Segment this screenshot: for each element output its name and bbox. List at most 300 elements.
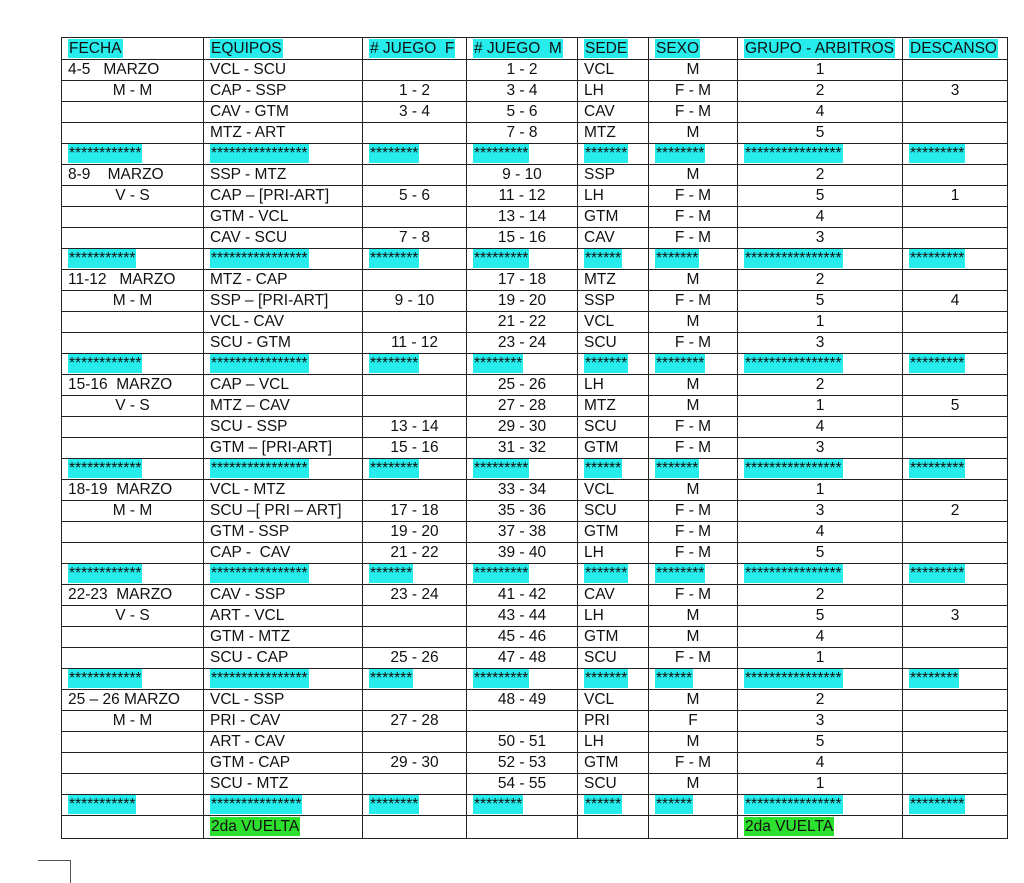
cell-juego-f: 17 - 18 <box>363 501 467 522</box>
cell-sede: GTM <box>578 207 649 228</box>
footer-cell-juego-m <box>467 816 578 839</box>
separator-stars: **************** <box>211 355 308 372</box>
cell-sexo: M <box>649 627 738 648</box>
cell-descanso <box>903 585 1008 606</box>
separator-row <box>62 354 1008 375</box>
cell-equipos: CAP – VCL <box>204 375 363 396</box>
cell-sede: MTZ <box>578 270 649 291</box>
separator-stars: ****** <box>656 670 693 687</box>
table-row <box>62 690 1008 711</box>
cell-fecha <box>62 795 204 816</box>
cell-grupo: 5 <box>738 732 903 753</box>
cell-juego-m <box>467 711 578 732</box>
separator-stars: ******** <box>474 796 523 813</box>
cell-equipos <box>204 564 363 585</box>
cell-sede: VCL <box>578 690 649 711</box>
table-row <box>62 165 1008 186</box>
separator-stars: ****** <box>585 250 622 267</box>
separator-stars: ******* <box>656 250 699 267</box>
table-row <box>62 228 1008 249</box>
cell-sexo: M <box>649 60 738 81</box>
cell-sexo: F - M <box>649 207 738 228</box>
cell-grupo <box>738 459 903 480</box>
cell-equipos: GTM - VCL <box>204 207 363 228</box>
cell-sede: PRI <box>578 711 649 732</box>
cell-juego-f: 1 - 2 <box>363 81 467 102</box>
cell-sede: LH <box>578 81 649 102</box>
table-row <box>62 732 1008 753</box>
cell-sexo: F - M <box>649 585 738 606</box>
cell-juego-f: 5 - 6 <box>363 186 467 207</box>
cell-sede: SCU <box>578 417 649 438</box>
cell-sede: LH <box>578 606 649 627</box>
separator-stars: **************** <box>211 145 308 162</box>
separator-stars: ************ <box>69 565 142 582</box>
schedule-table <box>61 37 1008 839</box>
table-row <box>62 648 1008 669</box>
cell-sexo: M <box>649 480 738 501</box>
cell-sexo: F <box>649 711 738 732</box>
cell-descanso <box>903 144 1008 165</box>
header-descanso: DESCANSO <box>903 38 1008 60</box>
separator-stars: ******** <box>370 355 419 372</box>
cell-descanso <box>903 312 1008 333</box>
cell-equipos: GTM - SSP <box>204 522 363 543</box>
cell-sexo: F - M <box>649 417 738 438</box>
cell-fecha <box>62 123 204 144</box>
cell-juego-m: 3 - 4 <box>467 81 578 102</box>
cell-juego-m: 37 - 38 <box>467 522 578 543</box>
separator-stars: ******* <box>585 355 628 372</box>
separator-stars: ******* <box>370 565 413 582</box>
cell-descanso <box>903 480 1008 501</box>
cell-descanso: 2 <box>903 501 1008 522</box>
separator-stars: ******* <box>585 565 628 582</box>
cell-sexo <box>649 459 738 480</box>
cell-equipos: SCU - GTM <box>204 333 363 354</box>
cell-juego-m: 35 - 36 <box>467 501 578 522</box>
cell-descanso <box>903 165 1008 186</box>
cell-equipos: SCU - MTZ <box>204 774 363 795</box>
cell-sede: LH <box>578 186 649 207</box>
header-grupo-arbitros: GRUPO - ARBITROS <box>738 38 903 60</box>
cell-descanso: 3 <box>903 606 1008 627</box>
cell-grupo: 1 <box>738 396 903 417</box>
footer-cell-grupo <box>738 816 903 839</box>
header-juego-f: # JUEGO F <box>363 38 467 60</box>
cell-fecha <box>62 312 204 333</box>
cell-grupo: 4 <box>738 753 903 774</box>
table-row <box>62 501 1008 522</box>
segunda-vuelta-label: 2da VUELTA <box>211 818 300 835</box>
cell-sexo: F - M <box>649 228 738 249</box>
cell-equipos: CAV - GTM <box>204 102 363 123</box>
cell-juego-m: 48 - 49 <box>467 690 578 711</box>
cell-fecha <box>62 249 204 270</box>
cell-grupo: 5 <box>738 543 903 564</box>
cell-sede: SSP <box>578 291 649 312</box>
cell-fecha: M - M <box>62 81 204 102</box>
cell-grupo: 5 <box>738 606 903 627</box>
schedule-body <box>62 38 1008 839</box>
header-sede: SEDE <box>578 38 649 60</box>
separator-stars: ********* <box>910 565 965 582</box>
cell-fecha: M - M <box>62 291 204 312</box>
cell-grupo: 3 <box>738 333 903 354</box>
separator-row <box>62 144 1008 165</box>
header-row <box>62 38 1008 60</box>
cell-equipos: CAV - SSP <box>204 585 363 606</box>
cell-descanso <box>903 564 1008 585</box>
table-row <box>62 123 1008 144</box>
cell-juego-f <box>363 270 467 291</box>
cell-juego-f: 21 - 22 <box>363 543 467 564</box>
cell-equipos: MTZ - CAP <box>204 270 363 291</box>
cell-fecha: 25 – 26 MARZO <box>62 690 204 711</box>
cell-equipos: PRI - CAV <box>204 711 363 732</box>
separator-stars: *********** <box>69 796 136 813</box>
cell-grupo: 3 <box>738 711 903 732</box>
cell-juego-m <box>467 249 578 270</box>
cell-equipos: ART - VCL <box>204 606 363 627</box>
cell-sexo: F - M <box>649 291 738 312</box>
cell-juego-m <box>467 354 578 375</box>
cell-fecha <box>62 228 204 249</box>
cell-sede: MTZ <box>578 396 649 417</box>
cell-fecha <box>62 564 204 585</box>
cell-equipos: VCL - SCU <box>204 60 363 81</box>
cell-sexo <box>649 354 738 375</box>
cell-descanso: 1 <box>903 186 1008 207</box>
cell-sexo: F - M <box>649 102 738 123</box>
cell-juego-m: 11 - 12 <box>467 186 578 207</box>
table-row <box>62 186 1008 207</box>
cell-sede: VCL <box>578 480 649 501</box>
separator-stars: ************ <box>69 670 142 687</box>
cell-sede <box>578 354 649 375</box>
cell-sexo: F - M <box>649 438 738 459</box>
cell-juego-f: 11 - 12 <box>363 333 467 354</box>
cell-juego-f: 19 - 20 <box>363 522 467 543</box>
table-row <box>62 312 1008 333</box>
footer-cell-sede <box>578 816 649 839</box>
cell-grupo: 3 <box>738 228 903 249</box>
cell-equipos: GTM – [PRI-ART] <box>204 438 363 459</box>
cell-sede: LH <box>578 375 649 396</box>
cell-juego-m: 45 - 46 <box>467 627 578 648</box>
cell-grupo: 1 <box>738 480 903 501</box>
cell-equipos: SCU –[ PRI – ART] <box>204 501 363 522</box>
cell-sede: SCU <box>578 333 649 354</box>
cell-fecha: 15-16 MARZO <box>62 375 204 396</box>
footer-row <box>62 816 1008 839</box>
cell-sede: SSP <box>578 165 649 186</box>
cell-grupo: 2 <box>738 270 903 291</box>
cell-juego-f <box>363 165 467 186</box>
cell-juego-f: 25 - 26 <box>363 648 467 669</box>
table-row <box>62 375 1008 396</box>
table-row <box>62 438 1008 459</box>
cell-juego-f <box>363 606 467 627</box>
cell-fecha: V - S <box>62 186 204 207</box>
cell-juego-m: 5 - 6 <box>467 102 578 123</box>
cell-juego-m: 7 - 8 <box>467 123 578 144</box>
cell-descanso <box>903 102 1008 123</box>
cell-sexo: F - M <box>649 522 738 543</box>
cell-sexo <box>649 564 738 585</box>
cell-juego-m: 23 - 24 <box>467 333 578 354</box>
table-row <box>62 522 1008 543</box>
cell-equipos <box>204 249 363 270</box>
cell-equipos: VCL - CAV <box>204 312 363 333</box>
cell-sede: LH <box>578 543 649 564</box>
cell-fecha <box>62 354 204 375</box>
cell-sede: SCU <box>578 501 649 522</box>
cell-descanso <box>903 522 1008 543</box>
footer-cell-fecha <box>62 816 204 839</box>
cell-fecha <box>62 102 204 123</box>
table-row <box>62 333 1008 354</box>
cell-equipos: ART - CAV <box>204 732 363 753</box>
separator-stars: *********** <box>69 250 136 267</box>
separator-stars: ******** <box>656 565 705 582</box>
cell-descanso <box>903 459 1008 480</box>
cell-juego-f <box>363 669 467 690</box>
cell-descanso <box>903 648 1008 669</box>
cell-descanso <box>903 543 1008 564</box>
cell-juego-f: 3 - 4 <box>363 102 467 123</box>
cell-sexo: F - M <box>649 333 738 354</box>
separator-stars: ********* <box>474 250 529 267</box>
cell-grupo <box>738 354 903 375</box>
cell-sexo: F - M <box>649 186 738 207</box>
cell-juego-f <box>363 774 467 795</box>
separator-stars: ************ <box>69 145 142 162</box>
separator-stars: ********* <box>910 250 965 267</box>
cell-sexo: M <box>649 123 738 144</box>
cell-grupo: 4 <box>738 417 903 438</box>
separator-stars: ****** <box>585 460 622 477</box>
cell-sede: SCU <box>578 648 649 669</box>
table-row <box>62 60 1008 81</box>
cell-descanso <box>903 207 1008 228</box>
cell-descanso <box>903 690 1008 711</box>
cell-equipos <box>204 459 363 480</box>
cell-sede: GTM <box>578 753 649 774</box>
cell-juego-m: 15 - 16 <box>467 228 578 249</box>
header-equipos: EQUIPOS <box>204 38 363 60</box>
cell-juego-f <box>363 60 467 81</box>
cell-juego-m: 50 - 51 <box>467 732 578 753</box>
cell-descanso <box>903 123 1008 144</box>
cell-descanso <box>903 438 1008 459</box>
cell-juego-f <box>363 144 467 165</box>
cell-equipos <box>204 354 363 375</box>
cell-juego-f <box>363 627 467 648</box>
separator-stars: ********* <box>910 460 965 477</box>
cell-juego-f: 15 - 16 <box>363 438 467 459</box>
cell-grupo <box>738 669 903 690</box>
cell-juego-m: 25 - 26 <box>467 375 578 396</box>
cell-sexo <box>649 669 738 690</box>
cell-juego-f <box>363 459 467 480</box>
cell-juego-m: 39 - 40 <box>467 543 578 564</box>
cell-descanso <box>903 753 1008 774</box>
cell-juego-m: 29 - 30 <box>467 417 578 438</box>
cell-sede: LH <box>578 732 649 753</box>
cell-juego-f: 23 - 24 <box>363 585 467 606</box>
separator-stars: ******* <box>656 460 699 477</box>
separator-stars: ************ <box>69 460 142 477</box>
cell-descanso <box>903 354 1008 375</box>
cell-equipos: GTM - MTZ <box>204 627 363 648</box>
cell-descanso: 4 <box>903 291 1008 312</box>
separator-stars: ****** <box>656 796 693 813</box>
table-row <box>62 774 1008 795</box>
cell-fecha <box>62 543 204 564</box>
cell-grupo: 2 <box>738 81 903 102</box>
cell-descanso <box>903 249 1008 270</box>
cell-grupo: 1 <box>738 312 903 333</box>
separator-stars: ******* <box>585 145 628 162</box>
cell-juego-f <box>363 795 467 816</box>
cell-fecha <box>62 732 204 753</box>
cell-fecha: M - M <box>62 501 204 522</box>
cell-juego-m: 52 - 53 <box>467 753 578 774</box>
footer-cell-sexo <box>649 816 738 839</box>
cell-sexo: M <box>649 690 738 711</box>
footer-cell-equipos <box>204 816 363 839</box>
cell-juego-m <box>467 669 578 690</box>
separator-stars: ********* <box>474 460 529 477</box>
separator-stars: ******** <box>656 355 705 372</box>
cell-grupo: 2 <box>738 165 903 186</box>
separator-stars: *************** <box>211 796 302 813</box>
cell-equipos: SSP – [PRI-ART] <box>204 291 363 312</box>
separator-stars: **************** <box>745 670 842 687</box>
cell-fecha <box>62 417 204 438</box>
cell-equipos: SCU - SSP <box>204 417 363 438</box>
cell-descanso <box>903 627 1008 648</box>
separator-stars: **************** <box>211 250 308 267</box>
separator-stars: ********* <box>910 145 965 162</box>
table-row <box>62 543 1008 564</box>
cell-sede: GTM <box>578 627 649 648</box>
separator-stars: ********* <box>910 796 965 813</box>
header-juego-m: # JUEGO M <box>467 38 578 60</box>
cell-juego-m: 47 - 48 <box>467 648 578 669</box>
table-row <box>62 627 1008 648</box>
cell-juego-f: 13 - 14 <box>363 417 467 438</box>
cell-sexo: F - M <box>649 501 738 522</box>
cell-sede: CAV <box>578 228 649 249</box>
cell-sede: GTM <box>578 438 649 459</box>
cell-descanso <box>903 732 1008 753</box>
cell-equipos: MTZ - ART <box>204 123 363 144</box>
cell-grupo <box>738 564 903 585</box>
cell-fecha <box>62 627 204 648</box>
cell-descanso <box>903 60 1008 81</box>
cell-juego-m <box>467 795 578 816</box>
cell-sexo: M <box>649 270 738 291</box>
cell-juego-m: 9 - 10 <box>467 165 578 186</box>
separator-stars: ******** <box>910 670 959 687</box>
cell-descanso <box>903 375 1008 396</box>
cell-sexo: M <box>649 312 738 333</box>
page-corner-mark <box>38 860 71 883</box>
cell-equipos: GTM - CAP <box>204 753 363 774</box>
cell-grupo: 5 <box>738 291 903 312</box>
separator-stars: ****** <box>585 796 622 813</box>
table-row <box>62 606 1008 627</box>
cell-juego-m: 41 - 42 <box>467 585 578 606</box>
cell-fecha <box>62 144 204 165</box>
cell-descanso <box>903 228 1008 249</box>
cell-grupo: 4 <box>738 102 903 123</box>
cell-sede <box>578 564 649 585</box>
cell-grupo: 5 <box>738 186 903 207</box>
table-row <box>62 81 1008 102</box>
table-row <box>62 711 1008 732</box>
cell-juego-f <box>363 123 467 144</box>
cell-juego-m: 33 - 34 <box>467 480 578 501</box>
cell-descanso <box>903 669 1008 690</box>
cell-juego-m <box>467 144 578 165</box>
separator-stars: ******** <box>370 796 419 813</box>
cell-fecha: M - M <box>62 711 204 732</box>
cell-sede <box>578 249 649 270</box>
cell-juego-m: 19 - 20 <box>467 291 578 312</box>
cell-juego-m: 13 - 14 <box>467 207 578 228</box>
cell-descanso <box>903 711 1008 732</box>
separator-stars: **************** <box>211 565 308 582</box>
separator-stars: ******* <box>370 670 413 687</box>
cell-fecha <box>62 438 204 459</box>
cell-fecha <box>62 207 204 228</box>
cell-fecha: V - S <box>62 606 204 627</box>
cell-juego-f <box>363 375 467 396</box>
cell-grupo: 4 <box>738 522 903 543</box>
separator-stars: **************** <box>211 460 308 477</box>
cell-equipos: CAP – [PRI-ART] <box>204 186 363 207</box>
table-row <box>62 291 1008 312</box>
cell-grupo: 5 <box>738 123 903 144</box>
cell-sede: GTM <box>578 522 649 543</box>
cell-sede: VCL <box>578 60 649 81</box>
cell-equipos: VCL - MTZ <box>204 480 363 501</box>
cell-equipos: CAP - CAV <box>204 543 363 564</box>
cell-sexo: F - M <box>649 753 738 774</box>
cell-grupo: 2 <box>738 375 903 396</box>
cell-grupo: 1 <box>738 648 903 669</box>
separator-row <box>62 795 1008 816</box>
cell-juego-f <box>363 564 467 585</box>
cell-sexo: M <box>649 396 738 417</box>
cell-grupo: 3 <box>738 501 903 522</box>
cell-fecha: 4-5 MARZO <box>62 60 204 81</box>
cell-sede: MTZ <box>578 123 649 144</box>
cell-sexo: F - M <box>649 648 738 669</box>
header-sexo: SEXO <box>649 38 738 60</box>
separator-stars: **************** <box>745 355 842 372</box>
cell-grupo <box>738 144 903 165</box>
cell-descanso <box>903 417 1008 438</box>
cell-grupo: 2 <box>738 690 903 711</box>
cell-equipos: CAP - SSP <box>204 81 363 102</box>
cell-juego-f <box>363 312 467 333</box>
table-row <box>62 102 1008 123</box>
cell-juego-m: 31 - 32 <box>467 438 578 459</box>
